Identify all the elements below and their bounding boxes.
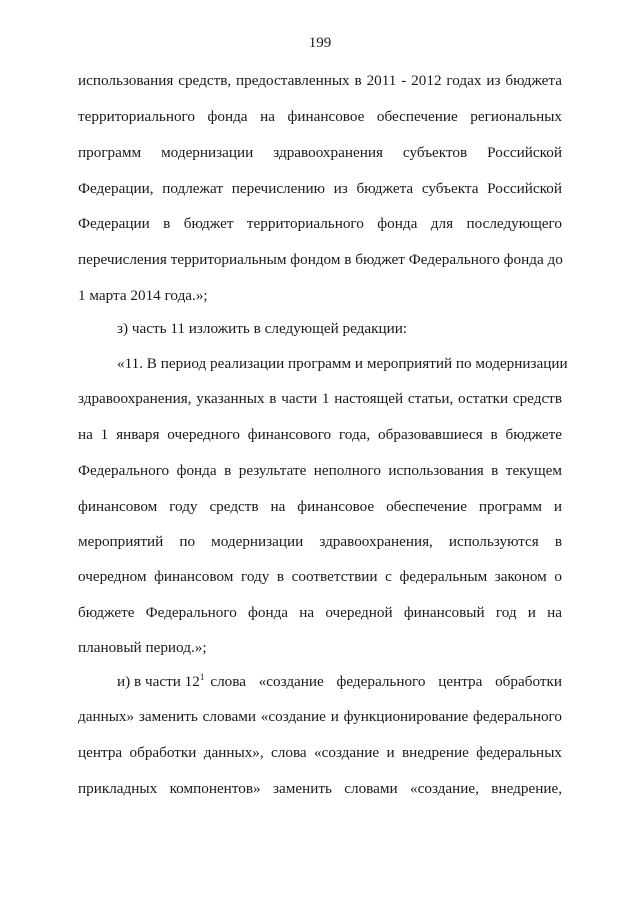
text-line: использования средств, предоставленных в 2011 - 2012 годах из бюджета: [78, 72, 562, 89]
text-fragment-start: и) в части 12: [117, 673, 200, 690]
text-line: данных» заменить словами «создание и функционирование федерального: [78, 708, 562, 725]
superscript: 1: [199, 672, 205, 682]
text-line: плановый период.»;: [78, 639, 207, 656]
text-line: 1 марта 2014 года.»;: [78, 287, 208, 304]
text-line: бюджете Федерального фонда на очередной финансовый год и на: [78, 604, 562, 621]
text-line: [117, 673, 562, 692]
text-line: Федерации в бюджет территориального фонда для последующего: [78, 215, 562, 232]
text-line: финансовом году средств на финансовое обеспечение программ и: [78, 498, 562, 515]
page-number: 199: [308, 35, 332, 51]
text-line: «11. В период реализации программ и мероприятий по модернизации: [117, 355, 568, 372]
text-line: Федерального фонда в результате неполного использования в текущем: [78, 462, 562, 479]
text-line: з) часть 11 изложить в следующей редакции:: [117, 320, 408, 337]
text-fragment: [117, 673, 204, 692]
text-line: очередном финансовом году в соответствии с федеральным законом о: [78, 568, 562, 585]
text-line: территориального фонда на финансовое обеспечение региональных: [78, 108, 562, 125]
text-line: программ модернизации здравоохранения субъектов Российской: [78, 144, 562, 161]
text-line: перечисления территориальным фондом в бюджет Федерального фонда до: [78, 251, 563, 268]
text-line: Федерации, подлежат перечислению из бюджета субъекта Российской: [78, 180, 562, 197]
text-line: на 1 января очередного финансового года, образовавшиеся в бюджете: [78, 426, 562, 443]
text-line: здравоохранения, указанных в части 1 настоящей статьи, остатки средств: [78, 390, 562, 407]
text-line: мероприятий по модернизации здравоохранения, используются в: [78, 533, 562, 550]
text-fragment: слова «создание федерального центра обработки: [210, 673, 562, 690]
text-line: центра обработки данных», слова «создание и внедрение федеральных: [78, 744, 562, 761]
text-line: прикладных компонентов» заменить словами «создание, внедрение,: [78, 780, 562, 797]
